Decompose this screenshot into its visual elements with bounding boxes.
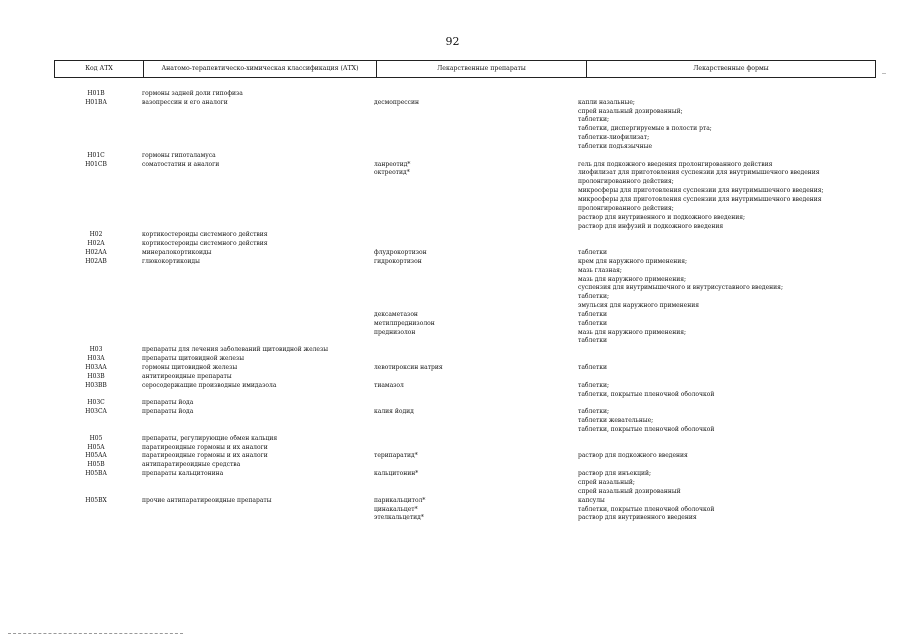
atc-code-cell: H05AA [85,452,107,460]
medicine-cell: левотироксин натрия [374,364,443,371]
atc-code-cell: H01BA [85,98,107,106]
table-row [54,90,876,106]
dosage-form-cell: таблетки, покрытые пленочной оболочкой [578,390,715,398]
dosage-form-cell: таблетки; [578,116,609,124]
table-row [54,284,876,301]
dosage-form-cell: суспензия для внутримышечного и внутрисуставного введения; [578,284,783,292]
classification-cell: препараты для лечения заболеваний щитовидной железы [142,346,329,354]
dosage-form-cell: таблетки; [578,293,609,301]
table-row [54,267,876,283]
classification-cell: кортикостероиды системного действия [142,231,268,239]
classification-cell: препараты кальцитонина [142,470,224,478]
classification-cell: препараты щитовидной железы [142,355,244,363]
atc-code-cell: H05A [87,443,105,451]
table-row [54,231,876,248]
table-row [54,276,876,292]
dosage-form-cell: таблетки подъязычные [578,142,653,150]
dosage-form-cell: таблетки-лиофилизат; [578,134,650,142]
dosage-form-cell: таблетки, покрытые пленочной оболочкой [578,505,715,513]
atc-code-cell: H05 [89,434,103,442]
dosage-form-cell: спрей назальный дозированный; [578,107,683,115]
atc-code-cell: H03BB [85,381,107,389]
table-row [54,506,876,522]
table-row [54,497,876,513]
table-row [54,346,876,363]
dosage-form-cell: таблетки [578,364,607,371]
table-row [54,143,876,159]
dosage-form-cell: таблетки [578,310,607,318]
dosage-form-cell: микросферы для приготовления суспензии для внутримышечного введения [578,195,822,203]
atc-code-cell: H03C [87,399,105,407]
table-row [54,187,876,203]
table-row [54,223,876,239]
table-row [54,311,876,327]
atc-code-cell: H05BX [85,496,107,504]
dosage-form-cell: крем для наружного применения; [578,257,688,265]
medicine-cell: десмопрессин [374,98,419,106]
dosage-form-cell: лиофилизат для приготовления суспензии для внутримышечного введения [578,169,820,177]
atc-code-cell: H01CB [85,160,107,168]
atc-code-cell: H03CA [85,408,107,416]
table-row [54,302,876,318]
table-header [54,60,876,78]
table-row [54,426,876,442]
dosage-form-cell: раствор для инфузий и подкожного введения [578,222,724,230]
dosage-form-cell: таблетки; [578,381,609,389]
classification-cell: гормоны гипоталамуса [142,151,216,159]
dosage-form-cell: таблетки [578,319,607,327]
table-row [54,108,876,124]
dosage-form-cell: мазь для наружного применения; [578,328,687,336]
dosage-form-cell: микросферы для приготовления суспензии для внутримышечного введения; [578,187,824,195]
dosage-form-cell: таблетки [578,337,607,345]
table-row [54,169,876,186]
atc-code-cell: H05BA [85,470,107,478]
classification-cell: глюкокортикоиды [142,257,200,265]
dosage-form-cell: раствор для подкожного введения [578,452,688,460]
medicine-cell: метилпреднизолон [374,319,435,327]
medicine-cell: ланреотид* [374,160,411,168]
atc-code-cell: H02 [89,231,103,239]
dosage-form-cell: мазь для наружного применения; [578,275,687,283]
medicine-cell: дексаметазон [374,310,418,318]
classification-cell: препараты йода [142,408,194,416]
table-row [54,364,876,380]
medicine-cell: преднизолон [374,328,416,336]
table-row [54,479,876,495]
footer-line [8,633,183,635]
table-row [54,408,876,425]
dosage-form-cell: таблетки, покрытые пленочной оболочкой [578,425,715,433]
medicine-cell: калия йодид [374,408,414,416]
medicine-cell: терипаратид* [374,452,418,460]
table-row [54,161,876,177]
table-row [54,320,876,336]
table-row [54,488,876,504]
dosage-form-cell: пролонгированного действия; [578,178,674,186]
table-row [54,373,876,389]
dosage-form-cell: капли назальные; [578,98,635,106]
classification-cell: вазопрессин и его аналоги [142,98,228,106]
table-row [54,240,876,257]
table-row [54,461,876,478]
table-row [54,452,876,469]
atc-code-cell: H03 [89,346,103,354]
atc-code-cell: H03AA [85,364,107,371]
table-row [54,293,876,310]
dosage-form-cell: спрей назальный; [578,478,635,486]
table-row [54,249,876,265]
table-body [54,81,876,522]
table-row [54,205,876,221]
classification-cell: паратиреоидные гормоны и их аналоги [142,452,268,460]
dosage-form-cell: гель для подкожного введения пролонгированного действия [578,160,773,168]
table-row [54,337,876,354]
table-row [54,152,876,168]
table-row [54,196,876,212]
table-row [54,391,876,407]
atc-code-cell: H01B [87,89,105,97]
medicine-cell: кальцитонин* [374,470,419,478]
table-row [54,258,876,274]
table-row [54,329,876,345]
medicine-cell: тиамазол [374,381,404,389]
table-row [54,399,876,416]
dosage-form-cell: таблетки; [578,408,609,416]
table-row [54,214,876,230]
table-row [54,355,876,371]
table-row [54,178,876,195]
medicine-cell: октреотид* [374,169,410,177]
page-number: 92 [445,35,460,48]
table-row [54,435,876,451]
atc-code-cell: H02AB [85,257,107,265]
medicine-cell: парикальцитол* [374,496,426,504]
table-row [54,81,876,97]
table-row [54,99,876,115]
header-atc-code: Код АТХ [55,61,144,78]
medicine-cell: цинакальцет* [374,505,418,513]
classification-cell: соматостатин и аналоги [142,160,220,168]
dosage-form-cell: таблетки жевательные; [578,417,654,425]
dosage-form-cell: раствор для инъекций; [578,470,652,478]
dosage-form-cell: эмульсия для наружного применения [578,302,700,310]
dosage-form-cell: пролонгированного действия; [578,204,674,212]
classification-cell: минералокортикоиды [142,249,212,257]
table-row [54,417,876,433]
table-row [54,470,876,486]
table-row [54,134,876,150]
classification-cell: прочие антипаратиреоидные препараты [142,496,272,504]
atc-code-cell: H03B [87,372,105,380]
dosage-form-cell: спрей назальный дозированный [578,487,681,495]
dosage-form-cell: капсулы [578,496,605,504]
dosage-form-cell: раствор для внутривенного и подкожного введения; [578,213,746,221]
medicine-cell: гидрокортизон [374,257,422,265]
medicine-cell: флудрокортизон [374,249,427,257]
atc-code-cell: H05B [87,461,105,469]
header-dosage-forms: Лекарственные формы [587,61,876,78]
classification-cell: гормоны задней доли гипофиза [142,89,243,97]
atc-code-cell: H01C [87,151,105,159]
atc-code-cell: H03A [87,355,105,363]
table-row [54,444,876,460]
atc-code-cell: H02AA [85,249,107,257]
classification-cell: препараты йода [142,399,194,407]
header-medicines: Лекарственные препараты [377,61,587,78]
header-atc-classification: Анатомо-терапевтическо-химическая классификация (АТХ) [144,61,377,78]
classification-cell: препараты, регулирующие обмен кальция [142,434,278,442]
classification-cell: паратиреоидные гормоны и их аналоги [142,443,268,451]
atc-code-cell: H02A [87,240,105,248]
classification-cell: антитиреоидные препараты [142,372,232,380]
table-row [54,382,876,398]
dosage-form-cell: таблетки [578,249,607,257]
classification-cell: гормоны щитовидной железы [142,364,238,371]
table-row [54,116,876,133]
classification-cell: кортикостероиды системного действия [142,240,268,248]
dosage-form-cell: мазь глазная; [578,266,622,274]
dosage-form-cell: таблетки, диспергируемые в полости рта; [578,125,712,133]
classification-cell: антипаратиреоидные средства [142,461,241,469]
dosage-form-cell: раствор для внутривенного введения [578,514,697,522]
scan-artifact [882,73,886,74]
table-row [54,125,876,142]
classification-cell: серосодержащие производные имидазола [142,381,277,389]
medicine-cell: этелкальцетид* [374,514,424,522]
